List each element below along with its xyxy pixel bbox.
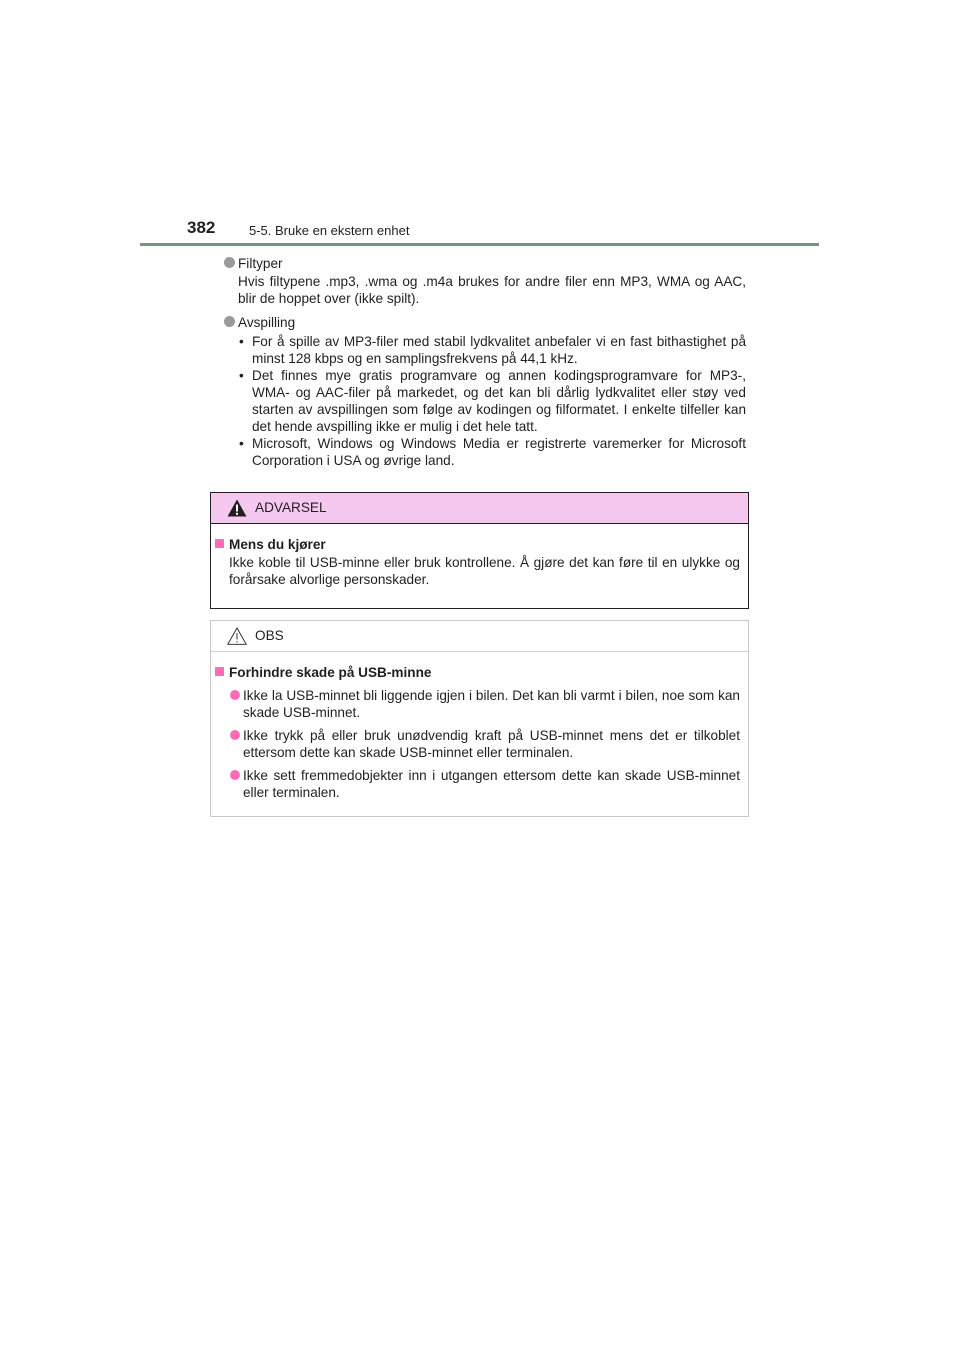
sub-item — [239, 333, 746, 367]
bullet-icon — [224, 316, 235, 327]
page-number: 382 — [187, 218, 216, 237]
notice-item — [215, 687, 740, 721]
square-bullet-icon — [215, 539, 224, 548]
notice-item-text: Ikke sett fremmedobjekter inn i utgangen ettersom dette kan skade USB-minnet eller terminalen. — [243, 768, 740, 800]
sub-item-text: Microsoft, Windows og Windows Media er registrerte varemerker for Microsoft Corporation i USA og øvrige land. — [252, 436, 746, 468]
warning-body — [211, 524, 748, 588]
notice-heading-text: Forhindre skade på USB-minne — [229, 665, 432, 680]
warning-box — [210, 492, 749, 609]
bullet-icon — [230, 770, 240, 780]
item-title: Filtyper — [238, 256, 283, 271]
warning-triangle-icon — [227, 499, 247, 517]
notice-item — [215, 727, 740, 761]
header-rule — [140, 243, 819, 246]
caution-triangle-icon — [227, 627, 247, 645]
square-bullet-icon — [215, 667, 224, 676]
notice-header — [211, 621, 748, 652]
warning-text: Ikke koble til USB-minne eller bruk kontrollene. Å gjøre det kan føre til en ulykke og forårsake alvorlige personskader. — [229, 555, 740, 587]
warning-heading — [215, 536, 740, 553]
warning-label: ADVARSEL — [255, 500, 327, 515]
sub-bullet-icon: • — [239, 334, 244, 349]
notice-heading — [215, 664, 740, 681]
sub-item — [239, 435, 746, 469]
section-title: 5-5. Bruke en ekstern enhet — [249, 223, 410, 238]
sub-list — [238, 333, 746, 469]
sub-item-text: Det finnes mye gratis programvare og annen kodingsprogramvare for MP3-, WMA- og AAC-filer på markedet, og det kan bli dårlig lydkvalitet eller støy ved starten av avspillingen som følge av kodingen og filformatet. I enkelte tilfeller kan det hende avspilling ikke er mulig i det hele tatt. — [252, 368, 746, 434]
notice-label: OBS — [255, 628, 284, 643]
warning-heading-text: Mens du kjører — [229, 537, 326, 552]
notice-body — [211, 652, 748, 801]
warning-header — [211, 493, 748, 524]
sub-bullet-icon: • — [239, 368, 244, 383]
item-text: Hvis filtypene .mp3, .wma og .m4a brukes for andre filer enn MP3, WMA og AAC, blir de hoppet over (ikke spilt). — [238, 274, 746, 306]
bullet-icon — [230, 730, 240, 740]
sub-item-text: For å spille av MP3-filer med stabil lydkvalitet anbefaler vi en fast bithastighet på minst 128 kbps og en samplingsfrekvens på 44,1 kHz. — [252, 334, 746, 366]
bullet-icon — [230, 690, 240, 700]
notice-item — [215, 767, 740, 801]
bullet-icon — [224, 257, 235, 268]
sub-item — [239, 367, 746, 435]
sub-bullet-icon: • — [239, 436, 244, 451]
list-item-filtyper — [225, 255, 746, 307]
list-item-avspilling — [225, 314, 746, 469]
notice-item-text: Ikke trykk på eller bruk unødvendig kraft på USB-minnet mens det er tilkoblet ettersom dette kan skade USB-minnet eller terminalen. — [243, 728, 740, 760]
item-title: Avspilling — [238, 315, 296, 330]
main-content — [225, 254, 746, 469]
notice-item-text: Ikke la USB-minnet bli liggende igjen i bilen. Det kan bli varmt i bilen, noe som kan skade USB-minnet. — [243, 688, 740, 720]
notice-box — [210, 620, 749, 817]
